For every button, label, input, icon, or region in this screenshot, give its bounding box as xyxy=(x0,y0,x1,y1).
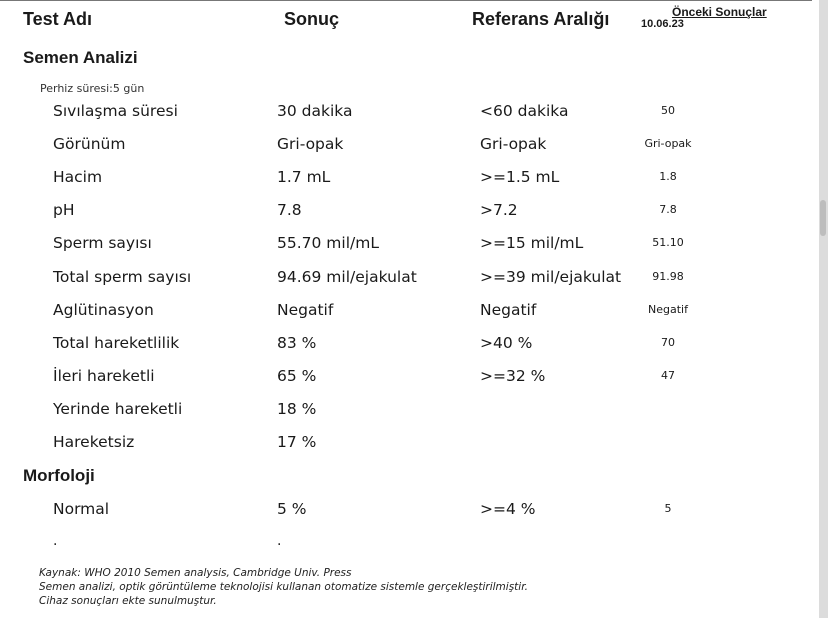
test-name-cell: Görünüm xyxy=(53,135,126,154)
previous-result-cell: 70 xyxy=(661,335,675,349)
test-name-cell: Total sperm sayısı xyxy=(53,267,192,286)
table-row xyxy=(0,266,812,290)
header-previous-results: Önceki Sonuçlar xyxy=(672,5,767,19)
reference-cell: >=32 % xyxy=(480,366,546,385)
reference-cell: >=4 % xyxy=(480,500,536,518)
result-cell: 55.70 mil/mL xyxy=(277,234,379,253)
footer-source: Kaynak: WHO 2010 Semen analysis, Cambridge Univ. Press xyxy=(39,567,352,579)
footer-attachment: Cihaz sonuçları ekte sunulmuştur. xyxy=(39,595,217,607)
table-row xyxy=(0,398,812,422)
table-row xyxy=(0,100,812,124)
top-border xyxy=(0,0,812,1)
table-row xyxy=(0,498,812,522)
previous-result-cell: 51.10 xyxy=(652,236,684,250)
result-cell: 65 % xyxy=(277,366,317,385)
test-name-cell: pH xyxy=(53,201,75,220)
test-name-cell: Hareketsiz xyxy=(53,433,135,451)
result-cell: 7.8 xyxy=(277,201,302,220)
previous-result-cell: 47 xyxy=(661,368,675,382)
placeholder-dot-result: . xyxy=(277,533,282,549)
test-name-cell: Sperm sayısı xyxy=(53,234,152,253)
table-row xyxy=(0,166,812,190)
test-name-cell: Hacim xyxy=(53,168,103,187)
reference-cell: Negatif xyxy=(480,300,537,319)
result-cell: 94.69 mil/ejakulat xyxy=(277,267,417,286)
result-cell: Negatif xyxy=(277,300,334,319)
test-name-cell: İleri hareketli xyxy=(53,366,155,385)
table-row xyxy=(0,199,812,223)
table-row xyxy=(0,365,812,389)
previous-result-cell: 1.8 xyxy=(659,170,677,184)
previous-result-cell: Gri-opak xyxy=(644,137,692,151)
test-name-cell: Normal xyxy=(53,500,110,518)
scrollbar-thumb[interactable] xyxy=(820,200,826,236)
reference-cell: >=15 mil/mL xyxy=(480,234,584,253)
abstinence-note: Perhiz süresi:5 gün xyxy=(40,82,145,95)
result-cell: 83 % xyxy=(277,333,317,352)
result-cell: 1.7 mL xyxy=(277,168,331,187)
table-row xyxy=(0,431,812,455)
footer-method: Semen analizi, optik görüntüleme teknolojisi kullanan otomatize sistemle gerçekleştirilmiştir. xyxy=(39,581,528,593)
result-cell: 18 % xyxy=(277,399,317,418)
result-cell: 30 dakika xyxy=(277,102,353,120)
reference-cell: >=1.5 mL xyxy=(480,168,560,187)
header-reference: Referans Aralığı xyxy=(472,9,610,29)
table-row xyxy=(0,299,812,323)
reference-cell: >40 % xyxy=(480,333,533,352)
section-title-semen: Semen Analizi xyxy=(23,48,138,67)
previous-result-cell: 91.98 xyxy=(652,269,684,283)
header-previous-date: 10.06.23 xyxy=(641,18,684,30)
table-row xyxy=(0,232,812,256)
previous-result-cell: 7.8 xyxy=(659,203,677,217)
scrollbar[interactable] xyxy=(819,0,828,618)
result-cell: 17 % xyxy=(277,433,317,451)
result-cell: 5 % xyxy=(277,500,307,518)
section-title-morphology: Morfoloji xyxy=(23,466,95,485)
reference-cell: >=39 mil/ejakulat xyxy=(480,267,622,286)
reference-cell: >7.2 xyxy=(480,201,518,220)
previous-result-cell: 50 xyxy=(661,104,675,117)
reference-cell: Gri-opak xyxy=(480,135,547,154)
previous-result-cell: 5 xyxy=(664,502,672,515)
previous-result-cell: Negatif xyxy=(648,302,688,316)
result-cell: Gri-opak xyxy=(277,135,344,154)
header-result: Sonuç xyxy=(284,9,340,29)
test-name-cell: Sıvılaşma süresi xyxy=(53,102,178,120)
reference-cell: <60 dakika xyxy=(480,102,569,120)
test-name-cell: Aglütinasyon xyxy=(53,300,154,319)
placeholder-dot-name: . xyxy=(53,533,58,549)
table-row xyxy=(0,332,812,356)
header-test-name: Test Adı xyxy=(23,9,93,29)
test-name-cell: Total hareketlilik xyxy=(53,333,180,352)
table-row xyxy=(0,133,812,157)
test-name-cell: Yerinde hareketli xyxy=(53,399,183,418)
